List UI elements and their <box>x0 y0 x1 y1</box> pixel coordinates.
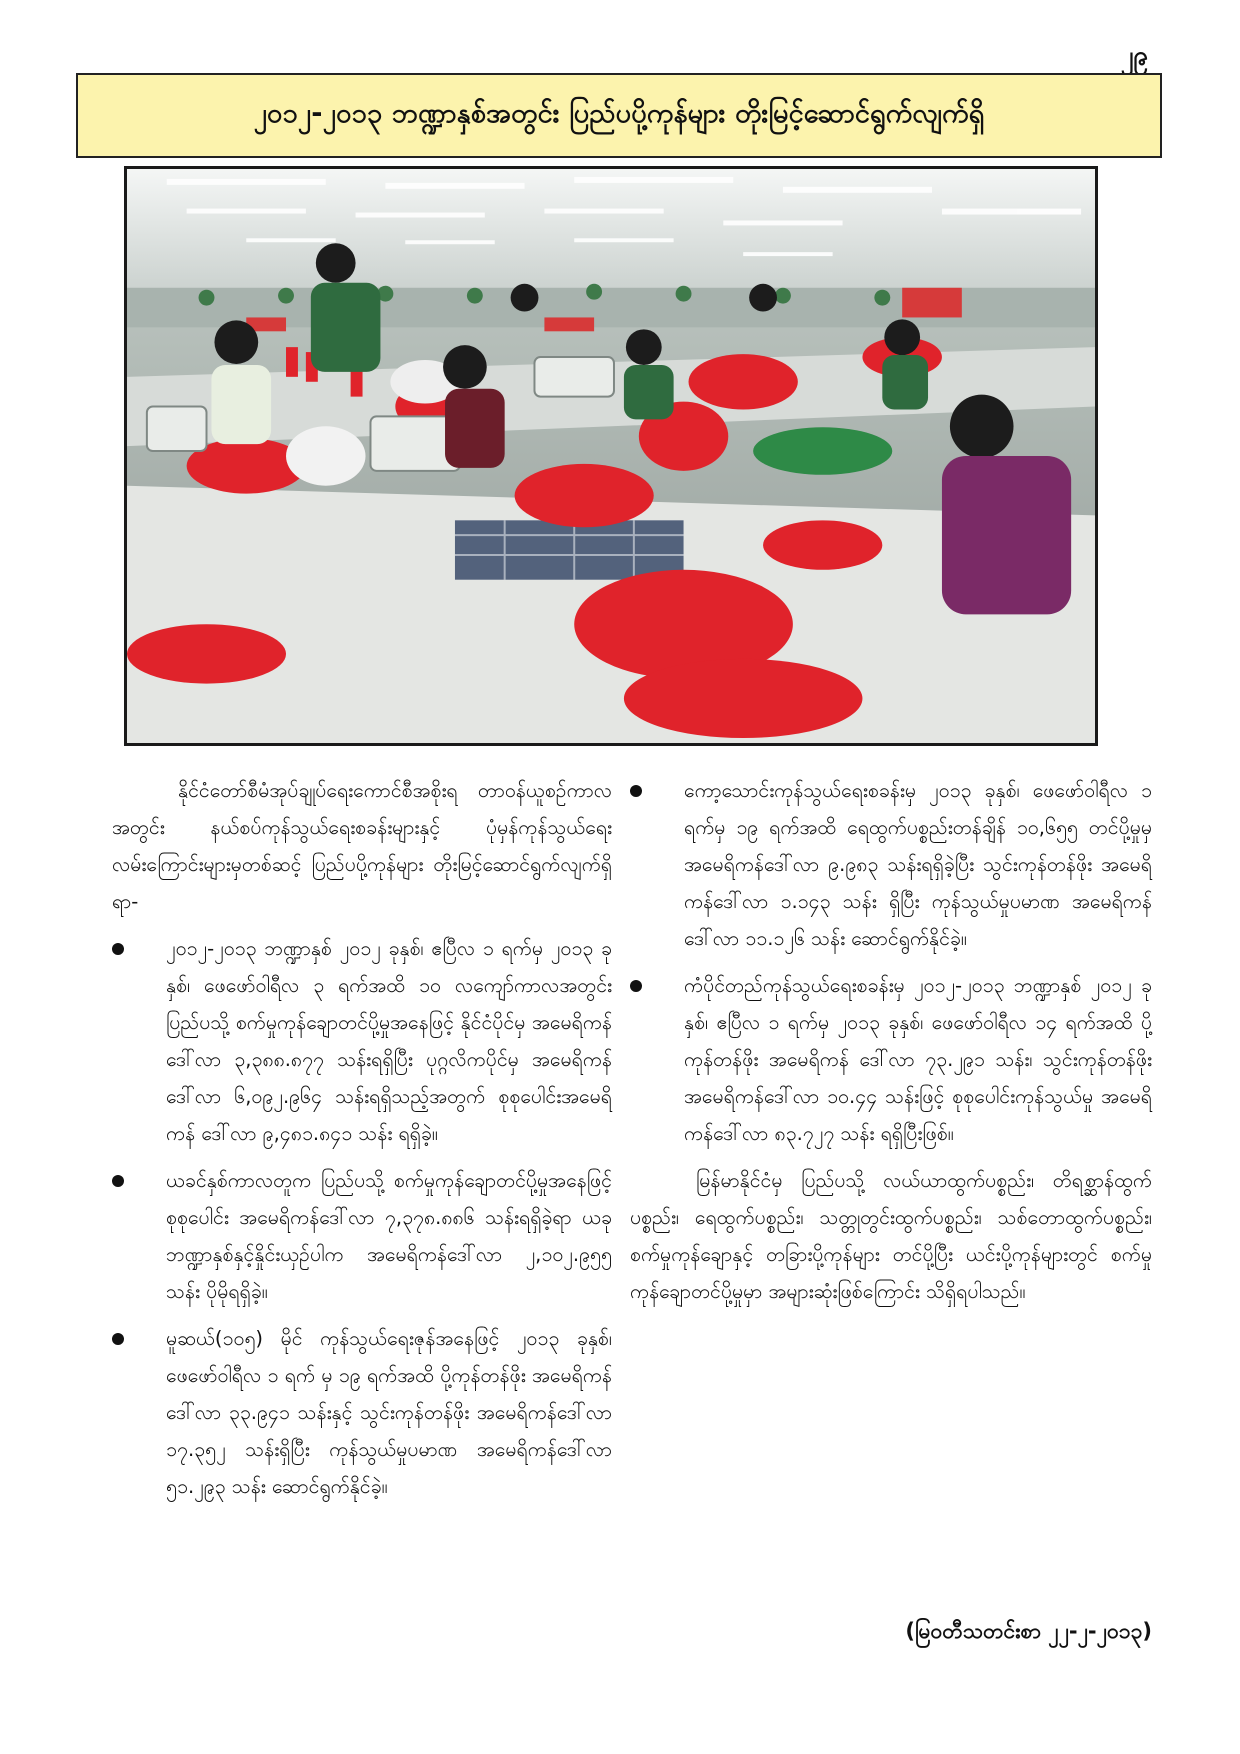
bullet-text: ကော့သောင်းကုန်သွယ်ရေးစခန်းမှ ၂၀၁၃ ခုနှစ်၊ ဖေဖော်ဝါရီလ ၁ ရက်မှ ၁၉ ရက်အထိ ရေထွက်ပစ္စည်းတန်ချိန် ၁၀,၆၅၅ တင်ပို့မှုမှ အမေရိကန်ဒေါ်လာ ၉.၉၈၃ သန်းရရှိခဲ့ပြီး သွင်းကုန်တန်ဖိုး အမေရိကန်ဒေါ်လာ ၁.၁၄၃ သန်း ရှိပြီး ကုန်သွယ်မှုပမာဏ အမေရိကန်ဒေါ်လာ ၁၁.၁၂၆ သန်း ဆောင်ရွက်နိုင်ခဲ့။ <box>684 779 1152 950</box>
closing-paragraph: မြန်မာနိုင်ငံမှ ပြည်ပသို့ လယ်ယာထွက်ပစ္စည်း၊ တိရစ္ဆာန်ထွက်ပစ္စည်း၊ ရေထွက်ပစ္စည်း၊ သတ္တုတွင်းထွက်ပစ္စည်း၊ သစ်တောထွက်ပစ္စည်း၊ စက်မှုကုန်ချောနှင့် တခြားပို့ကုန်များ တင်ပို့ပြီး ယင်းပို့ကုန်များတွင် စက်မှုကုန်ချောတင်ပို့မှုမှာ အများဆုံးဖြစ်ကြောင်း သိရှိရပါသည်။ <box>630 1169 1152 1303</box>
list-item <box>112 1162 612 1310</box>
bullet-text: ၂၀၁၂-၂၀၁၃ ဘဏ္ဍာနှစ် ၂၀၁၂ ခုနှစ်၊ ဧပြီလ ၁ ရက်မှ ၂၀၁၃ ခုနှစ်၊ ဖေဖော်ဝါရီလ ၃ ရက်အထိ ၁၀ လကျော်ကာလအတွင်း ပြည်ပသို့ စက်မှုကုန်ချောတင်ပို့မှုအနေဖြင့် နိုင်ငံပိုင်မှ အမေရိကန်ဒေါ်လာ ၃,၃၈၈.၈၇၇ သန်းရရှိပြီး ပုဂ္ဂလိကပိုင်မှ အမေရိကန်ဒေါ်လာ ၆,၀၉၂.၉၆၄ သန်းရရှိသည့်အတွက် စုစုပေါင်းအမေရိကန် ဒေါ်လာ ၉,၄၈၁.၈၄၁ သန်း ရရှိခဲ့။ <box>166 937 612 1145</box>
list-item <box>112 1320 612 1505</box>
bullet-icon <box>112 943 124 955</box>
list-item <box>112 930 612 1152</box>
title-banner <box>76 73 1162 158</box>
bullet-text: မူဆယ်(၁၀၅) မိုင် ကုန်သွယ်ရေးဇုန်အနေဖြင့် ၂၀၁၃ ခုနှစ်၊ ဖေဖော်ဝါရီလ ၁ ရက် မှ ၁၉ ရက်အထိ ပို့ကုန်တန်ဖိုး အမေရိကန်ဒေါ်လာ ၃၃.၉၄၁ သန်းနှင့် သွင်းကုန်တန်ဖိုး အမေရိကန်ဒေါ်လာ ၁၇.၃၅၂ သန်းရှိပြီး ကုန်သွယ်မှုပမာဏ အမေရိကန်ဒေါ်လာ ၅၁.၂၉၃ သန်း ဆောင်ရွက်နိုင်ခဲ့။ <box>166 1327 612 1498</box>
bullet-icon <box>112 1333 124 1345</box>
garment-factory-photo <box>124 166 1098 746</box>
bullet-text: ကံပိုင်တည်ကုန်သွယ်ရေးစခန်းမှ ၂၀၁၂-၂၀၁၃ ဘဏ္ဍာနှစ် ၂၀၁၂ ခုနှစ်၊ ဧပြီလ ၁ ရက်မှ ၂၀၁၃ ခုနှစ်၊ ဖေဖော်ဝါရီလ ၁၄ ရက်အထိ ပို့ကုန်တန်ဖိုး အမေရိကန် ဒေါ်လာ ၇၃.၂၉၁ သန်း၊ သွင်းကုန်တန်ဖိုး အမေရိကန်ဒေါ်လာ ၁၀.၄၄ သန်းဖြင့် စုစုပေါင်းကုန်သွယ်မှု အမေရိကန်ဒေါ်လာ ၈၃.၇၂၇ သန်း ရရှိပြီးဖြစ်။ <box>684 974 1152 1145</box>
bullet-icon <box>112 1175 124 1187</box>
page-title: ၂၀၁၂-၂၀၁၃ ဘဏ္ဍာနှစ်အတွင်း ပြည်ပပို့ကုန်များ တိုးမြင့်ဆောင်ရွက်လျက်ရှိ <box>253 97 985 129</box>
list-item <box>630 967 1152 1152</box>
list-item <box>630 772 1152 957</box>
left-column <box>112 772 612 1515</box>
right-column <box>630 772 1152 1310</box>
source-citation: (မြဝတီသတင်းစာ ၂၂-၂-၂၀၁၃) <box>905 1619 1152 1643</box>
page-number: ၂၉ <box>1120 41 1148 71</box>
bullet-text: ယခင်နှစ်ကာလတူက ပြည်ပသို့ စက်မှုကုန်ချောတင်ပို့မှုအနေဖြင့် စုစုပေါင်း အမေရိကန်ဒေါ်လာ ၇,၃၇၈.၈၈၆ သန်းရရှိခဲ့ရာ ယခုဘဏ္ဍာနှစ်နှင့်နှိုင်းယှဉ်ပါက အမေရိကန်ဒေါ်လာ ၂,၁၀၂.၉၅၅ သန်း ပိုမိုရရှိခဲ့။ <box>166 1169 612 1303</box>
bullet-icon <box>630 785 642 797</box>
intro-paragraph: နိုင်ငံတော်စီမံအုပ်ချုပ်ရေးကောင်စီအစိုးရ တာဝန်ယူစဉ်ကာလအတွင်း နယ်စပ်ကုန်သွယ်ရေးစခန်းများနှင့် ပုံမှန်ကုန်သွယ်ရေးလမ်းကြောင်းများမှတစ်ဆင့် ပြည်ပပို့ကုန်များ တိုးမြင့်ဆောင်ရွက်လျက်ရှိရာ- <box>112 779 612 913</box>
bullet-icon <box>630 980 642 992</box>
